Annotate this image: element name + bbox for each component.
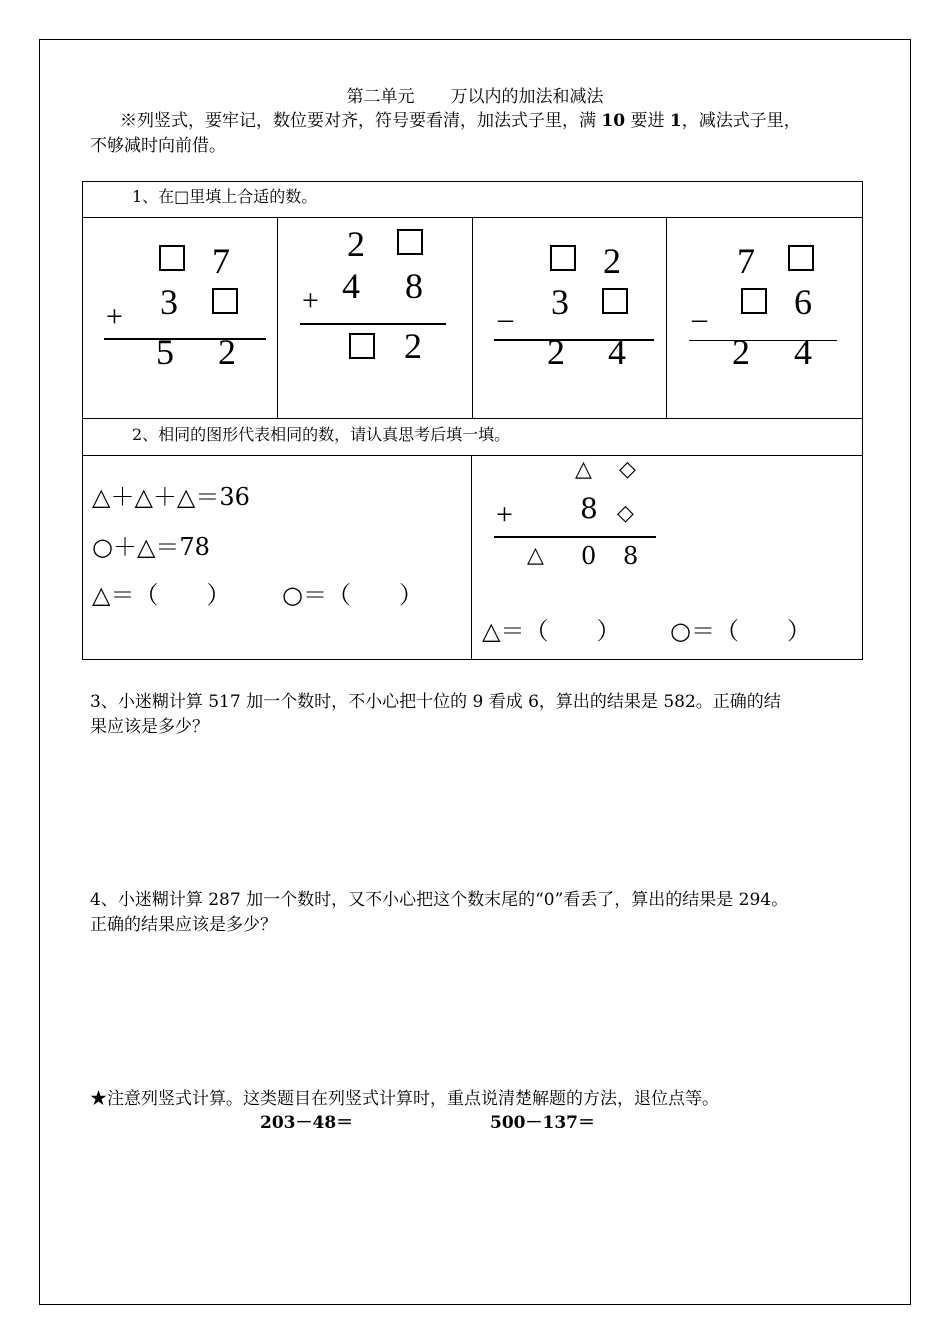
minus-sign: _	[692, 292, 707, 325]
q4-line-2: 正确的结果应该是多少？	[90, 915, 277, 935]
digit: 7	[737, 241, 755, 281]
q1-heading: 1、在□里填上合适的数。	[132, 187, 318, 206]
digit: 6	[794, 282, 812, 322]
answer-box[interactable]	[788, 245, 814, 271]
digit: 8	[405, 266, 423, 306]
sum-line	[104, 338, 266, 340]
circle-answer[interactable]: ○＝（ ）	[282, 581, 423, 609]
intro-line-1: ※列竖式，要牢记，数位要对齐，符号要看清，加法式子里，满 10 要进 1，减法式子里，	[120, 111, 801, 131]
q3-line-2: 果应该是多少？	[90, 717, 209, 737]
q1-col-divider-2	[472, 217, 473, 419]
diamond-icon: ◇	[619, 457, 636, 482]
digit: 3	[160, 282, 178, 322]
q1-col-divider-1	[277, 217, 278, 419]
digit: 4	[794, 332, 812, 372]
digit: 2	[347, 224, 365, 264]
intro-line-2: 不够减时向前借。	[90, 136, 226, 156]
triangle-icon: △	[575, 457, 592, 482]
answer-box[interactable]	[159, 245, 185, 271]
digit: 5	[156, 332, 174, 372]
q3-line-1: 3、小迷糊计算 517 加一个数时，不小心把十位的 9 看成 6，算出的结果是 582。正确的结	[90, 692, 781, 712]
plus-sign: +	[106, 300, 123, 333]
answer-box[interactable]	[550, 245, 576, 271]
digit: 8	[580, 492, 598, 525]
sum-line	[494, 536, 656, 538]
q2-heading: 2、相同的图形代表相同的数，请认真思考后填一填。	[132, 425, 511, 444]
triangle-answer[interactable]: △＝（ ）	[482, 617, 621, 645]
answer-box[interactable]	[397, 229, 423, 255]
q2-col-divider	[471, 455, 472, 660]
triangle-icon: △	[527, 543, 544, 568]
answer-box[interactable]	[212, 288, 238, 314]
q1-col-divider-3	[666, 217, 667, 419]
unit-label: 第二单元	[346, 87, 415, 107]
equation-2: ○＋△＝78	[92, 533, 210, 561]
note-text: ★注意列竖式计算。这类题目在列竖式计算时，重点说清楚解题的方法，退位点等。	[90, 1089, 719, 1109]
circle-answer[interactable]: ○＝（ ）	[670, 617, 811, 645]
answer-box[interactable]	[741, 288, 767, 314]
digit: 2	[404, 326, 422, 366]
topic-label: 万以内的加法和减法	[450, 87, 604, 107]
calc-2: 500－137＝	[490, 1113, 595, 1133]
minus-sign: _	[498, 292, 513, 325]
digit: 8	[623, 542, 639, 570]
equation-1: △＋△＋△＝36	[92, 483, 250, 511]
digit: 4	[342, 266, 360, 306]
q4-line-1: 4、小迷糊计算 287 加一个数时，又不小心把这个数末尾的“0”看丢了，算出的结果是 294。	[90, 890, 789, 910]
sum-line	[300, 323, 446, 325]
digit: 2	[218, 332, 236, 372]
answer-box[interactable]	[349, 333, 375, 359]
difference-line	[494, 339, 654, 341]
digit: 3	[551, 282, 569, 322]
plus-sign: +	[302, 284, 319, 317]
diamond-icon: ◇	[617, 501, 634, 526]
digit: 7	[212, 241, 230, 281]
digit: 0	[581, 542, 597, 570]
plus-sign: +	[496, 498, 513, 531]
difference-line	[689, 340, 837, 341]
q2-header-divider	[82, 455, 863, 456]
digit: 2	[603, 241, 621, 281]
answer-box[interactable]	[602, 288, 628, 314]
digit: 4	[608, 332, 626, 372]
page-title	[0, 82, 950, 107]
calc-1: 203－48＝	[260, 1113, 354, 1133]
digit: 2	[732, 332, 750, 372]
triangle-answer[interactable]: △＝（ ）	[92, 581, 231, 609]
digit: 2	[547, 332, 565, 372]
